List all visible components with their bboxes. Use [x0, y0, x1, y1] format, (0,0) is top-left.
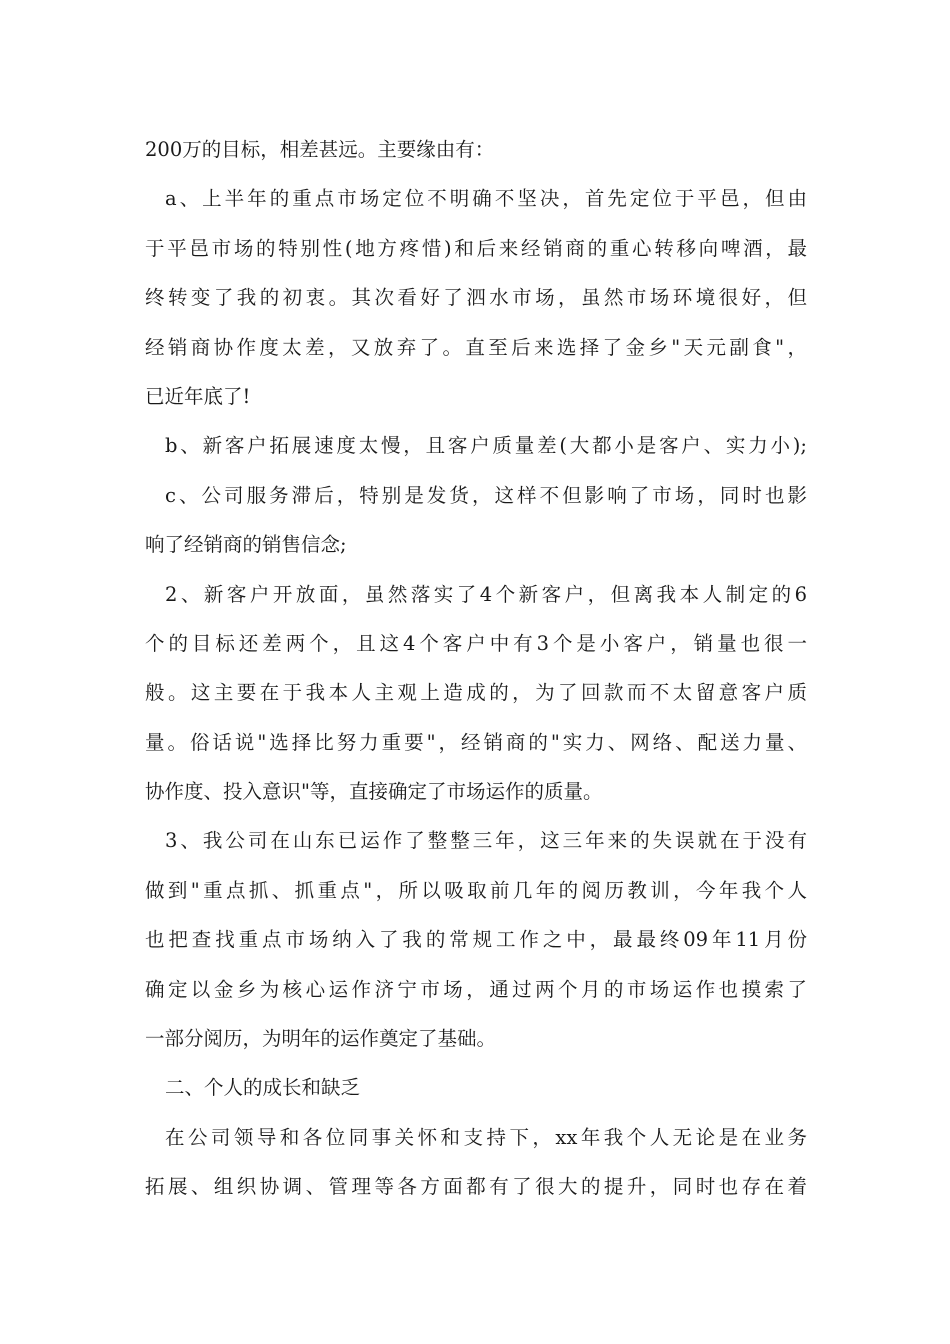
text-line: 终转变了我的初衷。其次看好了泗水市场，虽然市场环境很好，但: [145, 286, 807, 310]
text-line: 协作度、投入意识"等，直接确定了市场运作的质量。: [145, 780, 603, 804]
text-line: 在公司领导和各位同事关怀和支持下，xx年我个人无论是在业务: [165, 1125, 807, 1149]
text-line: 确定以金乡为核心运作济宁市场，通过两个月的市场运作也摸索了: [145, 977, 807, 1001]
text-line: 一部分阅历，为明年的运作奠定了基础。: [145, 1027, 497, 1051]
text-line: 量。俗话说"选择比努力重要"，经销商的"实力、网络、配送力量、: [145, 730, 807, 754]
text-line: c、公司服务滞后，特别是发货，这样不但影响了市场，同时也影: [165, 483, 807, 507]
text-line: 2、新客户开放面，虽然落实了4个新客户，但离我本人制定的6: [165, 582, 807, 606]
text-line: 个的目标还差两个，且这4个客户中有3个是小客户，销量也很一: [145, 631, 807, 655]
text-line: 般。这主要在于我本人主观上造成的，为了回款而不太留意客户质: [145, 681, 807, 705]
text-line: b、新客户拓展速度太慢，且客户质量差(大都小是客户、实力小);: [165, 434, 807, 458]
text-line: 经销商协作度太差，又放弃了。直至后来选择了金乡"天元副食"，: [145, 335, 807, 359]
text-line: 拓展、组织协调、管理等各方面都有了很大的提升，同时也存在着: [145, 1175, 807, 1199]
text-line: 做到"重点抓、抓重点"，所以吸取前几年的阅历教训，今年我个人: [145, 878, 807, 902]
text-line: 200万的目标，相差甚远。主要缘由有：: [145, 138, 495, 161]
document-body: [145, 125, 807, 1212]
text-line: 3、我公司在山东已运作了整整三年，这三年来的失误就在于没有: [165, 829, 807, 853]
text-line: 也把查找重点市场纳入了我的常规工作之中，最最终09年11月份: [145, 928, 807, 952]
text-line: a、上半年的重点市场定位不明确不坚决，首先定位于平邑，但由: [165, 187, 807, 211]
section-heading: 二、个人的成长和缺乏: [165, 1076, 361, 1100]
text-line: 已近年底了!: [145, 384, 251, 408]
text-line: 于平邑市场的特别性(地方疼惜)和后来经销商的重心转移向啤酒，最: [145, 236, 807, 260]
text-line: 响了经销商的销售信念;: [145, 533, 347, 557]
